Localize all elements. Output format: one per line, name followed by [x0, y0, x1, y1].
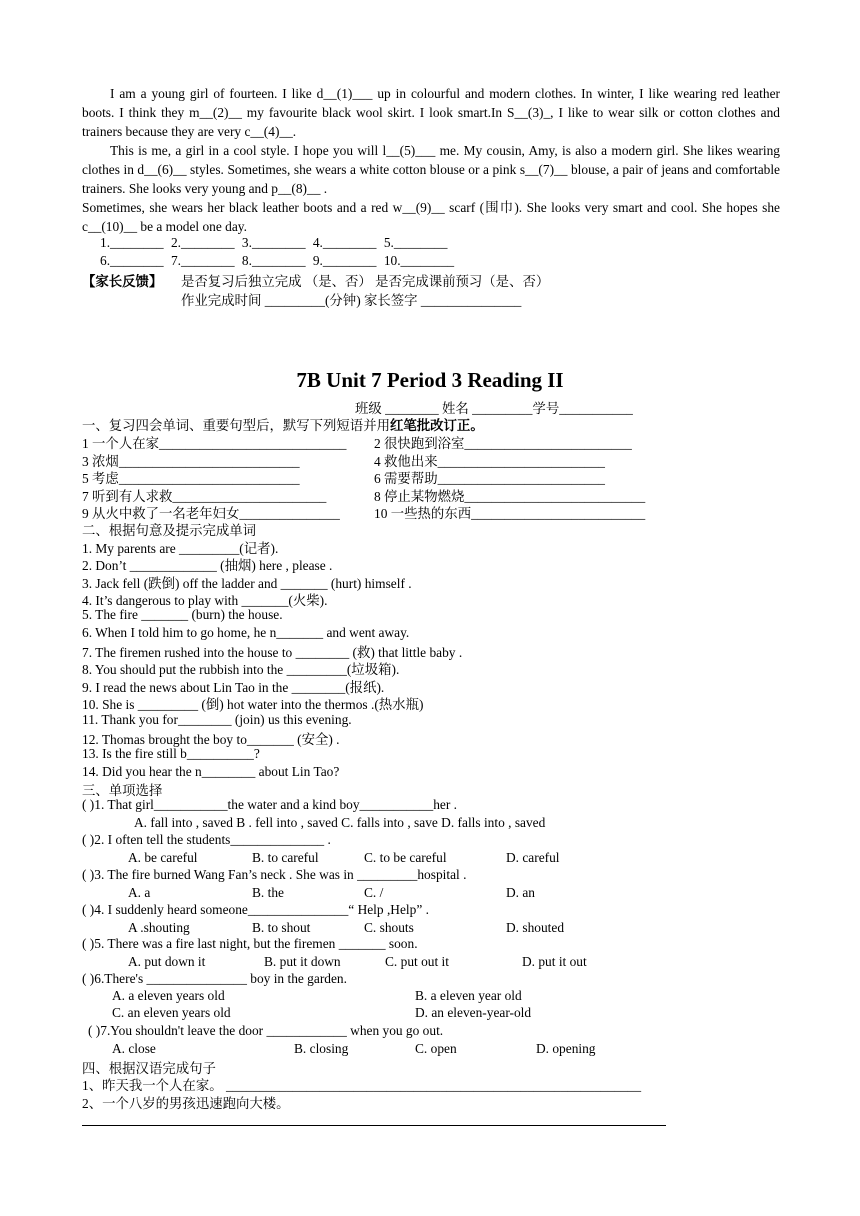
mc-option[interactable]: C. to be careful — [364, 850, 447, 865]
translation-item-2[interactable]: 2、一个八岁的男孩迅速跑向大楼。 — [82, 1096, 290, 1111]
phrase-item[interactable]: 10 一些热的东西__________________________ — [374, 506, 646, 521]
mc-option[interactable]: A. put down it — [128, 954, 206, 969]
mc-option[interactable]: A. be careful — [128, 850, 198, 865]
mc-option[interactable]: D. put it out — [522, 954, 587, 969]
fill-in-item[interactable]: 3. Jack fell (跌倒) off the ladder and _______ (hurt) himself . — [82, 575, 412, 591]
mc-option[interactable]: B. to shout — [252, 920, 311, 935]
fill-in-item[interactable]: 13. Is the fire still b__________? — [82, 746, 260, 762]
fill-in-item[interactable]: 14. Did you hear the n________ about Lin Tao? — [82, 763, 340, 779]
parent-feedback-line-1: 是否复习后独立完成 （是、否） 是否完成课前预习（是、否） — [181, 274, 550, 289]
mc-option[interactable]: A. close — [112, 1041, 156, 1056]
mc-option[interactable]: D. opening — [536, 1041, 596, 1056]
answer-line[interactable] — [82, 1125, 666, 1126]
fill-in-item[interactable]: 6. When I told him to go home, he n_______ and went away. — [82, 624, 410, 640]
fill-in-item[interactable]: 1. My parents are _________(记者). — [82, 541, 279, 556]
section-3-heading: 三、单项选择 — [82, 783, 163, 798]
mc-question-stem[interactable]: ( )7.You shouldn't leave the door ____________ when you go out. — [88, 1023, 444, 1038]
mc-option[interactable]: D. careful — [506, 850, 560, 865]
fill-in-item[interactable]: 12. Thomas brought the boy to_______ (安全) . — [82, 731, 340, 747]
phrase-item[interactable]: 4 救他出来_________________________ — [374, 453, 605, 469]
mc-option[interactable]: D. shouted — [506, 920, 565, 935]
mc-option[interactable]: C. open — [415, 1041, 457, 1056]
parent-feedback-line-2: 作业完成时间 _________(分钟) 家长签字 _______________ — [181, 293, 522, 308]
fill-in-item[interactable]: 11. Thank you for________ (join) us this evening. — [82, 711, 352, 727]
cloze-passage — [82, 84, 780, 236]
mc-option[interactable]: B. closing — [294, 1041, 349, 1056]
answer-row-2[interactable]: 6.________ 7.________ 8.________ 9.________ 10.________ — [100, 253, 455, 268]
fill-in-item[interactable]: 5. The fire _______ (burn) the house. — [82, 607, 283, 623]
mc-question-stem[interactable]: ( )2. I often tell the students______________ . — [82, 832, 331, 847]
section-1-heading-text: 一、复习四会单词、重要句型后，默写下列短语并用 — [82, 418, 390, 433]
mc-question-stem[interactable]: ( )6.There's _______________ boy in the garden. — [82, 971, 347, 986]
mc-option[interactable]: B. the — [252, 885, 284, 900]
mc-option[interactable]: D. an eleven-year-old — [415, 1005, 532, 1020]
passage-paragraph-1: I am a young girl of fourteen. I like d__(1)___ up in colourful and modern clothes. In winter, I like wearing red leather boots. I think they m__(2)__ my favourite black wool skirt. I look smart.In S__(3)_, I like to wear silk or cotton clothes and trainers because they are very c__(4)__. — [82, 86, 780, 139]
mc-question-stem[interactable]: ( )5. There was a fire last night, but the firemen _______ soon. — [82, 936, 418, 951]
mc-question-stem[interactable]: ( )3. The fire burned Wang Fan’s neck . She was in _________hospital . — [82, 867, 467, 882]
fill-in-item[interactable]: 7. The firemen rushed into the house to ________ (救) that little baby . — [82, 645, 463, 661]
parent-feedback-label: 【家长反馈】 — [82, 274, 163, 289]
fill-in-item[interactable]: 2. Don’t _____________ (抽烟) here , please . — [82, 558, 333, 574]
mc-option[interactable]: B. to careful — [252, 850, 319, 865]
mc-option[interactable]: D. an — [506, 885, 536, 900]
mc-option[interactable]: B. put it down — [264, 954, 341, 969]
mc-option[interactable]: B. a eleven year old — [415, 988, 522, 1003]
fill-in-item[interactable]: 4. It’s dangerous to play with _______(火柴). — [82, 593, 328, 609]
phrase-item[interactable]: 1 一个人在家____________________________ — [82, 436, 347, 451]
mc-option[interactable]: C. an eleven years old — [112, 1005, 231, 1020]
phrase-item[interactable]: 5 考虑___________________________ — [82, 471, 300, 486]
translation-item-1[interactable]: 1、昨天我一个人在家。 ______________________________________________________________ — [82, 1078, 642, 1093]
phrase-item[interactable]: 6 需要帮助_________________________ — [374, 471, 605, 486]
phrase-item[interactable]: 2 很快跑到浴室_________________________ — [374, 436, 632, 451]
mc-question-stem[interactable]: ( )4. I suddenly heard someone_______________“ Help ,Help” . — [82, 902, 429, 917]
answer-row-1[interactable]: 1.________ 2.________ 3.________ 4.________ 5.________ — [100, 235, 448, 250]
student-info[interactable]: 班级 ________ 姓名 _________学号___________ — [355, 401, 633, 416]
phrase-item[interactable]: 8 停止某物燃烧___________________________ — [374, 488, 646, 504]
mc-option[interactable]: C. put out it — [385, 954, 449, 969]
mc-question-stem[interactable]: ( )1. That girl___________the water and a kind boy___________her . — [82, 797, 457, 812]
passage-paragraph-3: Sometimes, she wears her black leather boots and a red w__(9)__ scarf (围巾). She looks very smart and cool. She hopes she c__(10)__ be a model one day. — [82, 200, 780, 234]
mc-option[interactable]: C. / — [364, 885, 384, 900]
phrase-item[interactable]: 7 听到有人求救_______________________ — [82, 488, 327, 504]
passage-paragraph-2: This is me, a girl in a cool style. I hope you will l__(5)___ me. My cousin, Amy, is also a modern girl. She likes wearing clothes in d__(6)__ styles. Sometimes, she wears a white cotton blouse or a pink s__(7)__ blouse, a pair of jeans and comfortable trainers. She looks very young and p__(8)__ . — [82, 143, 780, 196]
mc-option[interactable]: A. a eleven years old — [112, 988, 225, 1003]
phrase-item[interactable]: 9 从火中救了一名老年妇女_______________ — [82, 506, 340, 521]
phrase-item[interactable]: 3 浓烟___________________________ — [82, 453, 300, 469]
mc-option[interactable]: A. a — [128, 885, 151, 900]
section-1-heading-bold: 红笔批改订正。 — [389, 418, 484, 433]
fill-in-item[interactable]: 10. She is _________ (倒) hot water into the thermos .(热水瓶) — [82, 697, 424, 713]
mc-option[interactable]: A .shouting — [128, 920, 190, 935]
section-4-heading: 四、根据汉语完成句子 — [82, 1061, 216, 1076]
mc-option[interactable]: A. fall into , saved B . fell into , saved C. falls into , save D. falls into , saved — [134, 815, 546, 830]
section-2-heading: 二、根据句意及提示完成单词 — [82, 523, 257, 538]
section-1-heading — [82, 415, 484, 434]
fill-in-item[interactable]: 8. You should put the rubbish into the _________(垃圾箱). — [82, 662, 400, 678]
fill-in-item[interactable]: 9. I read the news about Lin Tao in the ________(报纸). — [82, 679, 385, 695]
page-title: 7B Unit 7 Period 3 Reading II — [296, 368, 564, 392]
mc-option[interactable]: C. shouts — [364, 920, 414, 935]
